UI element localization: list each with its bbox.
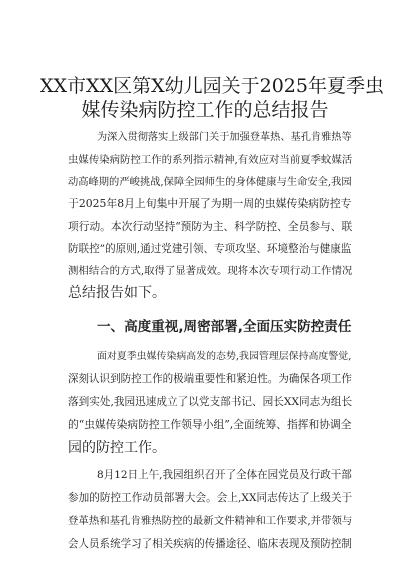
intro-paragraph-line: 防联控”的原则,通过党建引领、专项攻坚、环境整治与健康监 — [68, 243, 352, 255]
document-title-line-2: 媒传染病防控工作的总结报告 — [81, 99, 329, 121]
section-paragraph-line: 的“虫媒传染病防控工作领导小组”,全面统筹、指挥和协调全 — [68, 418, 352, 431]
section-paragraph-line: 深刻认识到防控工作的极端重要性和紧迫性。为确保各项工作 — [68, 373, 352, 385]
intro-paragraph-line: 虫媒传染病防控工作的系列指示精神,有效应对当前夏季蚊媒活 — [68, 154, 353, 166]
section-paragraph-line: 园的防控工作。 — [68, 440, 166, 456]
document-title-line-1: XX市XX区第X幼儿园关于2025年夏季虫 — [40, 75, 384, 97]
intro-paragraph-line: 项行动。本次行动坚持“预防为主、科学防控、全员参与、联 — [68, 220, 353, 233]
section-paragraph-line: 登革热和基孔肯雅热防控的最新文件精神和工作要求,并带领与 — [68, 515, 353, 527]
section-paragraph-line: 会人员系统学习了相关疾病的传播途径、临床表现及预防控制 — [68, 538, 352, 550]
intro-paragraph-line: 动高峰期的严峻挑战,保障全园师生的身体健康与生命安全,我园 — [68, 176, 352, 188]
section-paragraph-line: 面对夏季虫媒传染病高发的态势,我园管理层保持高度警觉, — [97, 351, 352, 362]
section-paragraph-line: 8月12日上午,我园组织召开了全体在园党员及行政干部 — [97, 469, 352, 481]
intro-paragraph-line: 测相结合的方式,取得了显著成效。现将本次专项行动工作情况 — [68, 265, 353, 277]
intro-paragraph-line: 于2025年8月上旬集中开展了为期一周的虫媒传染病防控专 — [68, 197, 352, 210]
section-paragraph-line: 参加的防控工作动员部署大会。会上,XX同志传达了上级关于 — [68, 491, 353, 504]
section-heading: 一、高度重视,周密部署,全面压实防控责任 — [97, 319, 352, 335]
section-paragraph-line: 落到实处,我园迅速成立了以党支部书记、园长XX同志为组长 — [68, 395, 353, 408]
intro-paragraph-line: 总结报告如下。 — [68, 285, 166, 301]
intro-paragraph-line: 为深入贯彻落实上级部门关于加强登革热、基孔肯雅热等 — [97, 132, 352, 143]
